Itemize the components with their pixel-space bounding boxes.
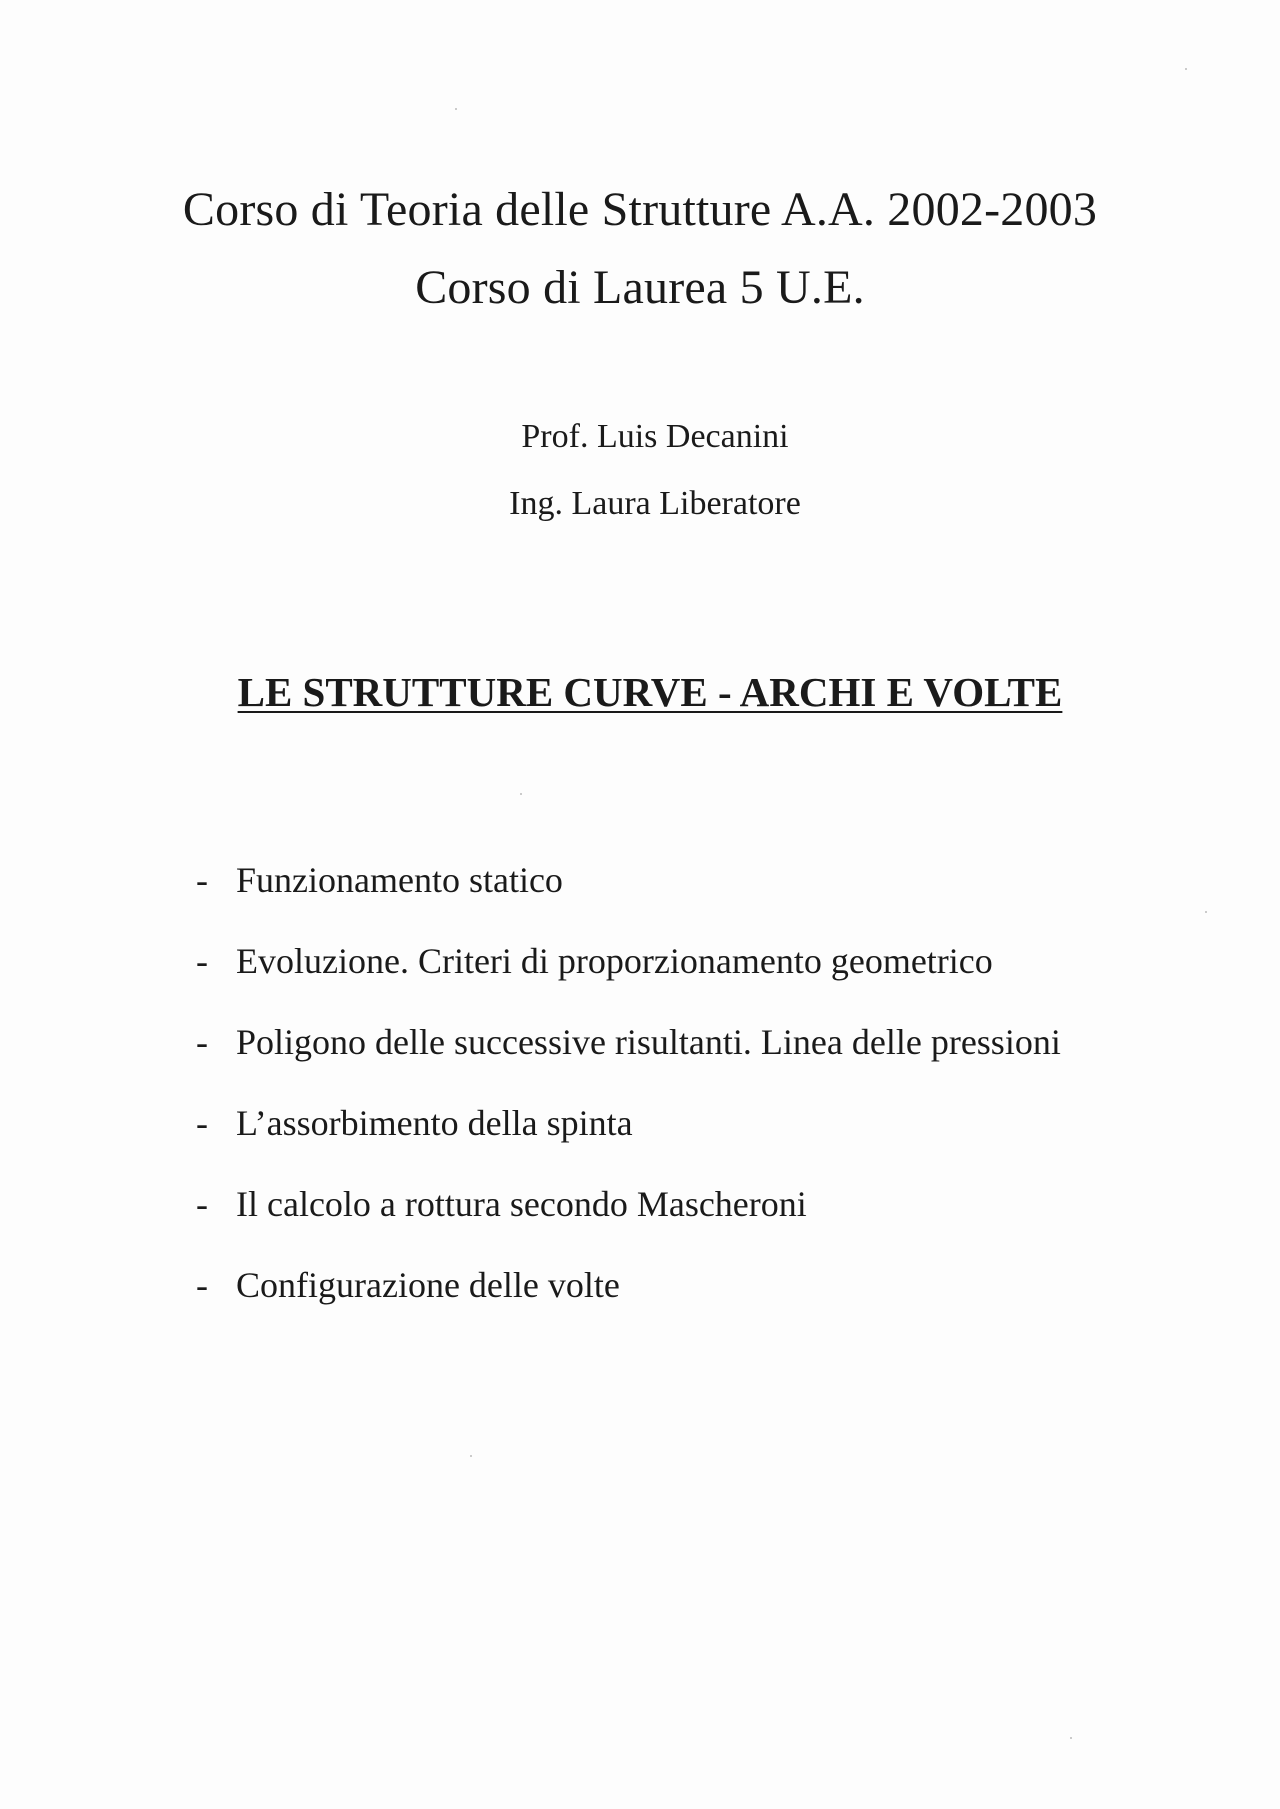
bullet-dash: - bbox=[196, 1103, 208, 1143]
topic-text: Funzionamento statico bbox=[236, 860, 563, 900]
scan-speck bbox=[455, 108, 457, 110]
topic-item bbox=[196, 1024, 1061, 1105]
topic-item bbox=[196, 1267, 1061, 1348]
bullet-dash: - bbox=[196, 1022, 208, 1062]
topic-text: Il calcolo a rottura secondo Mascheroni bbox=[236, 1184, 807, 1224]
bullet-dash: - bbox=[196, 1184, 208, 1224]
topic-item bbox=[196, 1186, 1061, 1267]
section-heading bbox=[0, 669, 1280, 715]
scan-speck bbox=[1070, 1737, 1072, 1739]
topic-text: Configurazione delle volte bbox=[236, 1265, 620, 1305]
bullet-dash: - bbox=[196, 860, 208, 900]
topic-text: Poligono delle successive risultanti. Linea delle pressioni bbox=[236, 1022, 1061, 1062]
topic-text: Evoluzione. Criteri di proporzionamento geometrico bbox=[236, 941, 993, 981]
topic-list bbox=[196, 862, 1061, 1348]
professor-name: Prof. Luis Decanini bbox=[521, 418, 789, 455]
topic-item bbox=[196, 1105, 1061, 1186]
bullet-dash: - bbox=[196, 1265, 208, 1305]
topic-text: L’assorbimento della spinta bbox=[236, 1103, 633, 1143]
topic-item bbox=[196, 943, 1061, 1024]
scan-speck bbox=[1185, 68, 1187, 70]
bullet-dash: - bbox=[196, 941, 208, 981]
course-title: Corso di Teoria delle Strutture A.A. 2002-2003 bbox=[182, 183, 1098, 236]
scan-speck bbox=[520, 793, 522, 795]
degree-title: Corso di Laurea 5 U.E. bbox=[415, 261, 865, 314]
scan-speck bbox=[1205, 911, 1207, 913]
assistant-name: Ing. Laura Liberatore bbox=[509, 485, 801, 522]
scan-speck bbox=[470, 1455, 472, 1457]
section-heading-text: LE STRUTTURE CURVE - ARCHI E VOLTE bbox=[237, 669, 1063, 715]
topic-item bbox=[196, 862, 1061, 943]
